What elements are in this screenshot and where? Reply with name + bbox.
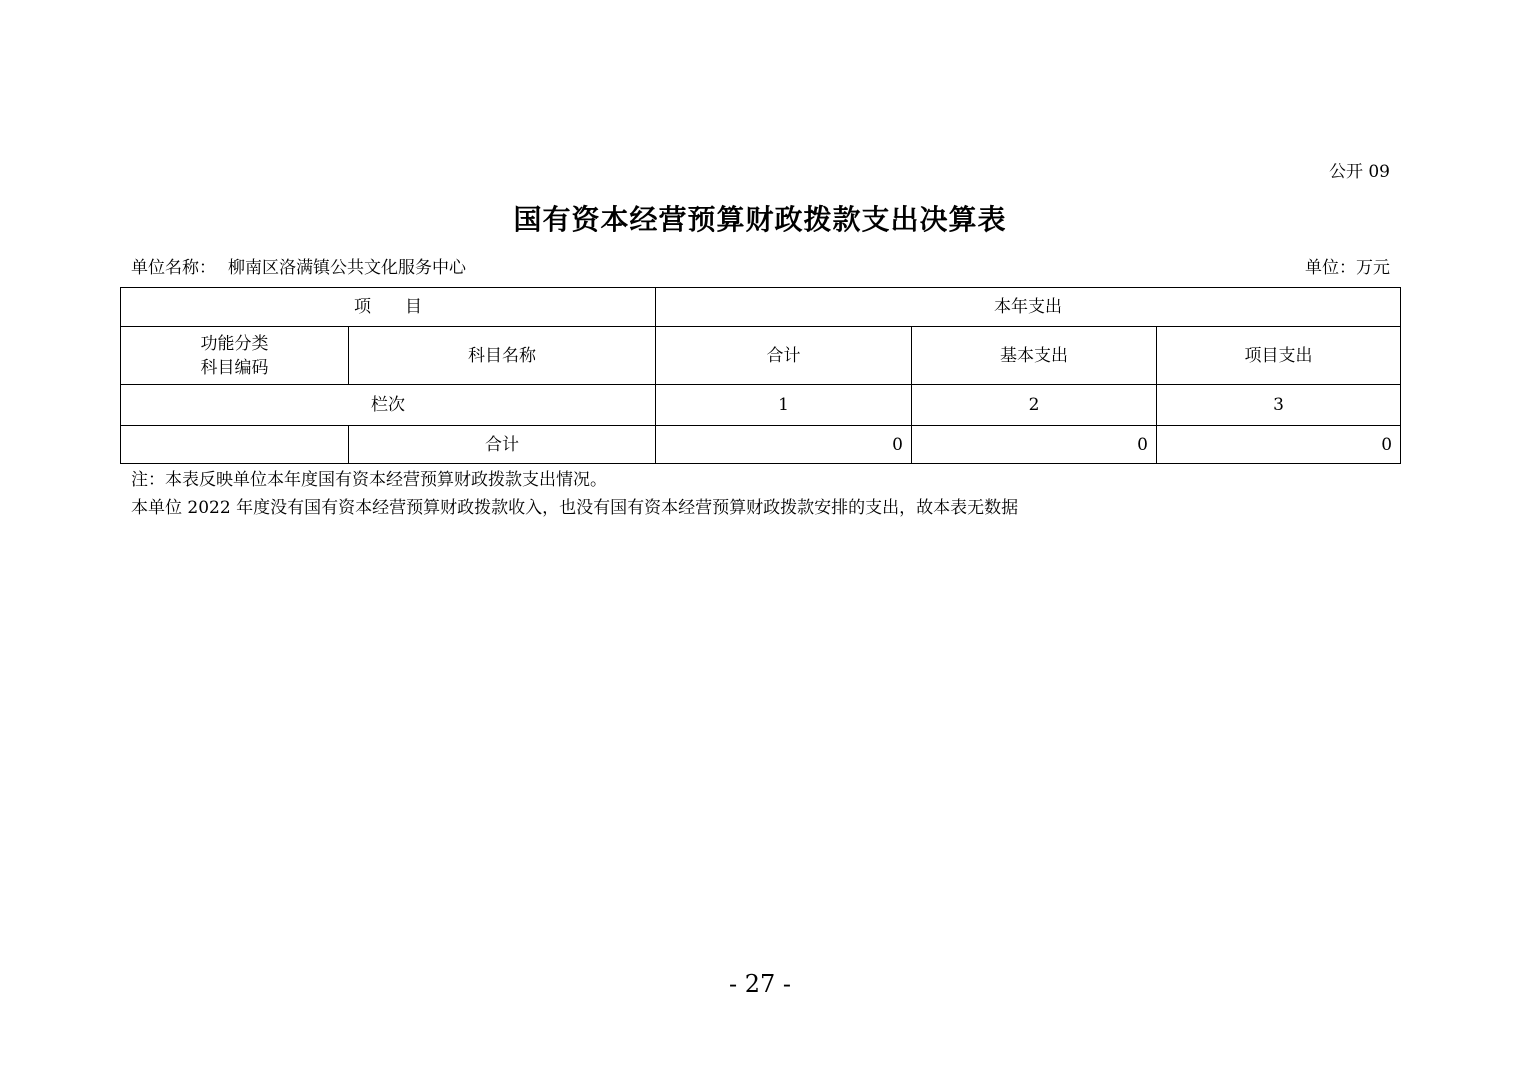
total-row-label: 合计 — [349, 426, 656, 464]
total-row-basic: 0 — [912, 426, 1157, 464]
document-code: 公开 09 — [1328, 162, 1390, 182]
index-col-2: 2 — [912, 385, 1157, 426]
document-title: 国有资本经营预算财政拨款支出决算表 — [513, 203, 1007, 236]
header-total: 合计 — [656, 327, 912, 385]
total-row-project: 0 — [1157, 426, 1401, 464]
note-line-2: 本单位 2022 年度没有国有资本经营预算财政拨款收入，也没有国有资本经营预算财政拨款安排的支出，故本表无数据 — [131, 498, 1019, 518]
unit-name-label: 单位名称： — [131, 258, 216, 278]
total-row-total: 0 — [656, 426, 912, 464]
header-subject-name: 科目名称 — [349, 327, 656, 385]
index-col-1: 1 — [656, 385, 912, 426]
header-function-code — [121, 327, 349, 385]
table-header-row-1 — [121, 288, 1401, 327]
header-project: 项 目 — [121, 288, 656, 327]
page-number: - 27 - — [728, 970, 791, 998]
notes — [131, 466, 1018, 522]
currency-unit: 单位：万元 — [1305, 258, 1390, 278]
header-project-expenditure: 项目支出 — [1157, 327, 1401, 385]
header-function-code-line1: 功能分类 — [200, 333, 269, 354]
index-row-label: 栏次 — [121, 385, 656, 426]
header-basic-expenditure: 基本支出 — [912, 327, 1157, 385]
expenditure-table — [120, 287, 1401, 464]
total-row-code — [121, 426, 349, 464]
table-header-row-2 — [121, 327, 1401, 385]
header-current-year-expenditure: 本年支出 — [656, 288, 1401, 327]
table-index-row — [121, 385, 1401, 426]
unit-name-block — [131, 255, 466, 281]
table-total-row — [121, 426, 1401, 464]
index-col-3: 3 — [1157, 385, 1401, 426]
meta-line — [131, 255, 1390, 281]
header-function-code-line2: 科目编码 — [200, 357, 269, 378]
note-line-1: 注：本表反映单位本年度国有资本经营预算财政拨款支出情况。 — [131, 470, 607, 490]
unit-name: 柳南区洛满镇公共文化服务中心 — [228, 258, 466, 278]
